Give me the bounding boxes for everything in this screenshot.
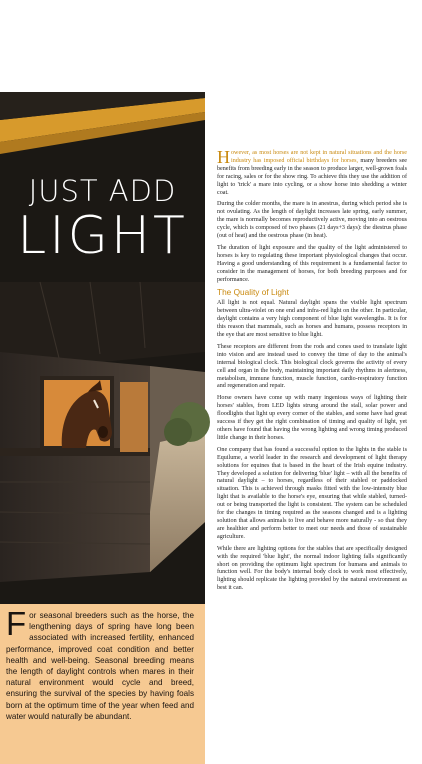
feature-panel [0,92,205,721]
pull-quote-box [0,604,205,764]
stable-horse-photo [0,282,205,582]
decorative-banner [0,92,205,162]
article-paragraph-2: During the colder months, the mare is in anestrus, during which period she is not ovulating. As the length of daylight increases late spring, early summer, the mare is normally becomes reproductively active, moving into an oestrous cycle, which is composed of two phases (21 days+3 days): the diestrus phase (out of heat) and the oestrous phase (in heat). [217,201,407,240]
pull-quote-text: or seasonal breeders such as the horse, the lengthening days of spring have long been associated with increased fertility, enhanced performance, improved coat condition and better health and well-being. Seasonal breeding means the length of daylight controls when mares in their natural environment would cycle and breed, ensuring the survival of the species by having foals born at the optimum time of the year when feed and water would naturally be abundant. [6,611,194,721]
article-paragraph-5: These receptors are different from the rods and cones used to translate light into vision and are instead used to convey the time of day to the animal's internal biological clock. This biological clock governs the activity of every cell and organ in the body, maintaining important daily rhythms in alertness, metabolism, immune function, muscle function, cardio-respiratory function and regeneration and repair. [217,343,407,390]
intro-lead: owever, as most horses are not kept in natural situations and the horse industry has imposed official birthdays for horses, [231,150,407,164]
headline-line-1: JUST ADD [28,174,177,208]
article-intro [217,147,407,197]
intro-dropcap: H [217,147,230,167]
article-paragraph-7: One company that has found a successful option to the lights in the stable is Equilume, a world leader in the research and development of light therapy solutions for equines that is based in the heart of the Irish equine industry. They developed a solution for delivering 'blue' light – with all the benefits of natural daylight – to horses, regardless of their stabled or paddocked situation. This is achieved through masks fitted with the low-intensity blue light that is available to the horse's eye, ensuring that while stabled, turned-out or being transported the light is consistent. The system can be scheduled for the changes in timing required as the seasons changed and is a lighting solution that allows animals to live and behave more naturally - so that they are healthier and perform better to meet our needs and those of sustainable agriculture. [217,446,407,540]
article-body [217,147,407,597]
article-paragraph-3: The duration of light exposure and the quality of the light administered to horses is key to regulating these important physiological changes that occur. Having a good understanding of this requirement is a fundamental factor to consider in the management of horses, for both breeding purposes and for performance. [217,244,407,283]
intro-rest: many breeders see benefits from breeding early in the season to produce larger, well-grown foals for racing, sales or for the show ring. To achieve this they use the addition of light to 'trick' a mare into cycling, or a show horse into shedding a winter coat. [217,157,407,196]
article-paragraph-4: All light is not equal. Natural daylight spans the visible light spectrum between ultra-violet on one end and infra-red light on the other. In particular, daylight contains a very high component of blue light wavelengths. It is for this reason that mammals, such as horses and humans, possess receptors in the eye that are most sensitive to blue light. [217,300,407,339]
article-paragraph-6: Horse owners have come up with many ingenious ways of lighting their horses' stables, from LED lights strung around the stall, solar power and floodlights that light up every corner of the stables, and some have had great success if they get the right combination of timing and quality of light, yet others have found that having the wrong lighting and wrong timing produced little change in their horses. [217,395,407,441]
article-paragraph-8: While there are lighting options for the stables that are specifically designed with the required 'blue light', the normal indoor lighting falls significantly short on providing the optimum light spectrum for humans and animals to function well. For the body's internal body clock to work most effectively, lighting should replicate the lighting provided by the natural environment as best it can. [217,545,407,592]
pull-quote-dropcap: F [6,605,27,642]
pull-quote [6,605,194,722]
headline-line-2: LIGHT [17,206,188,266]
section-heading-quality-of-light: The Quality of Light [217,286,289,297]
